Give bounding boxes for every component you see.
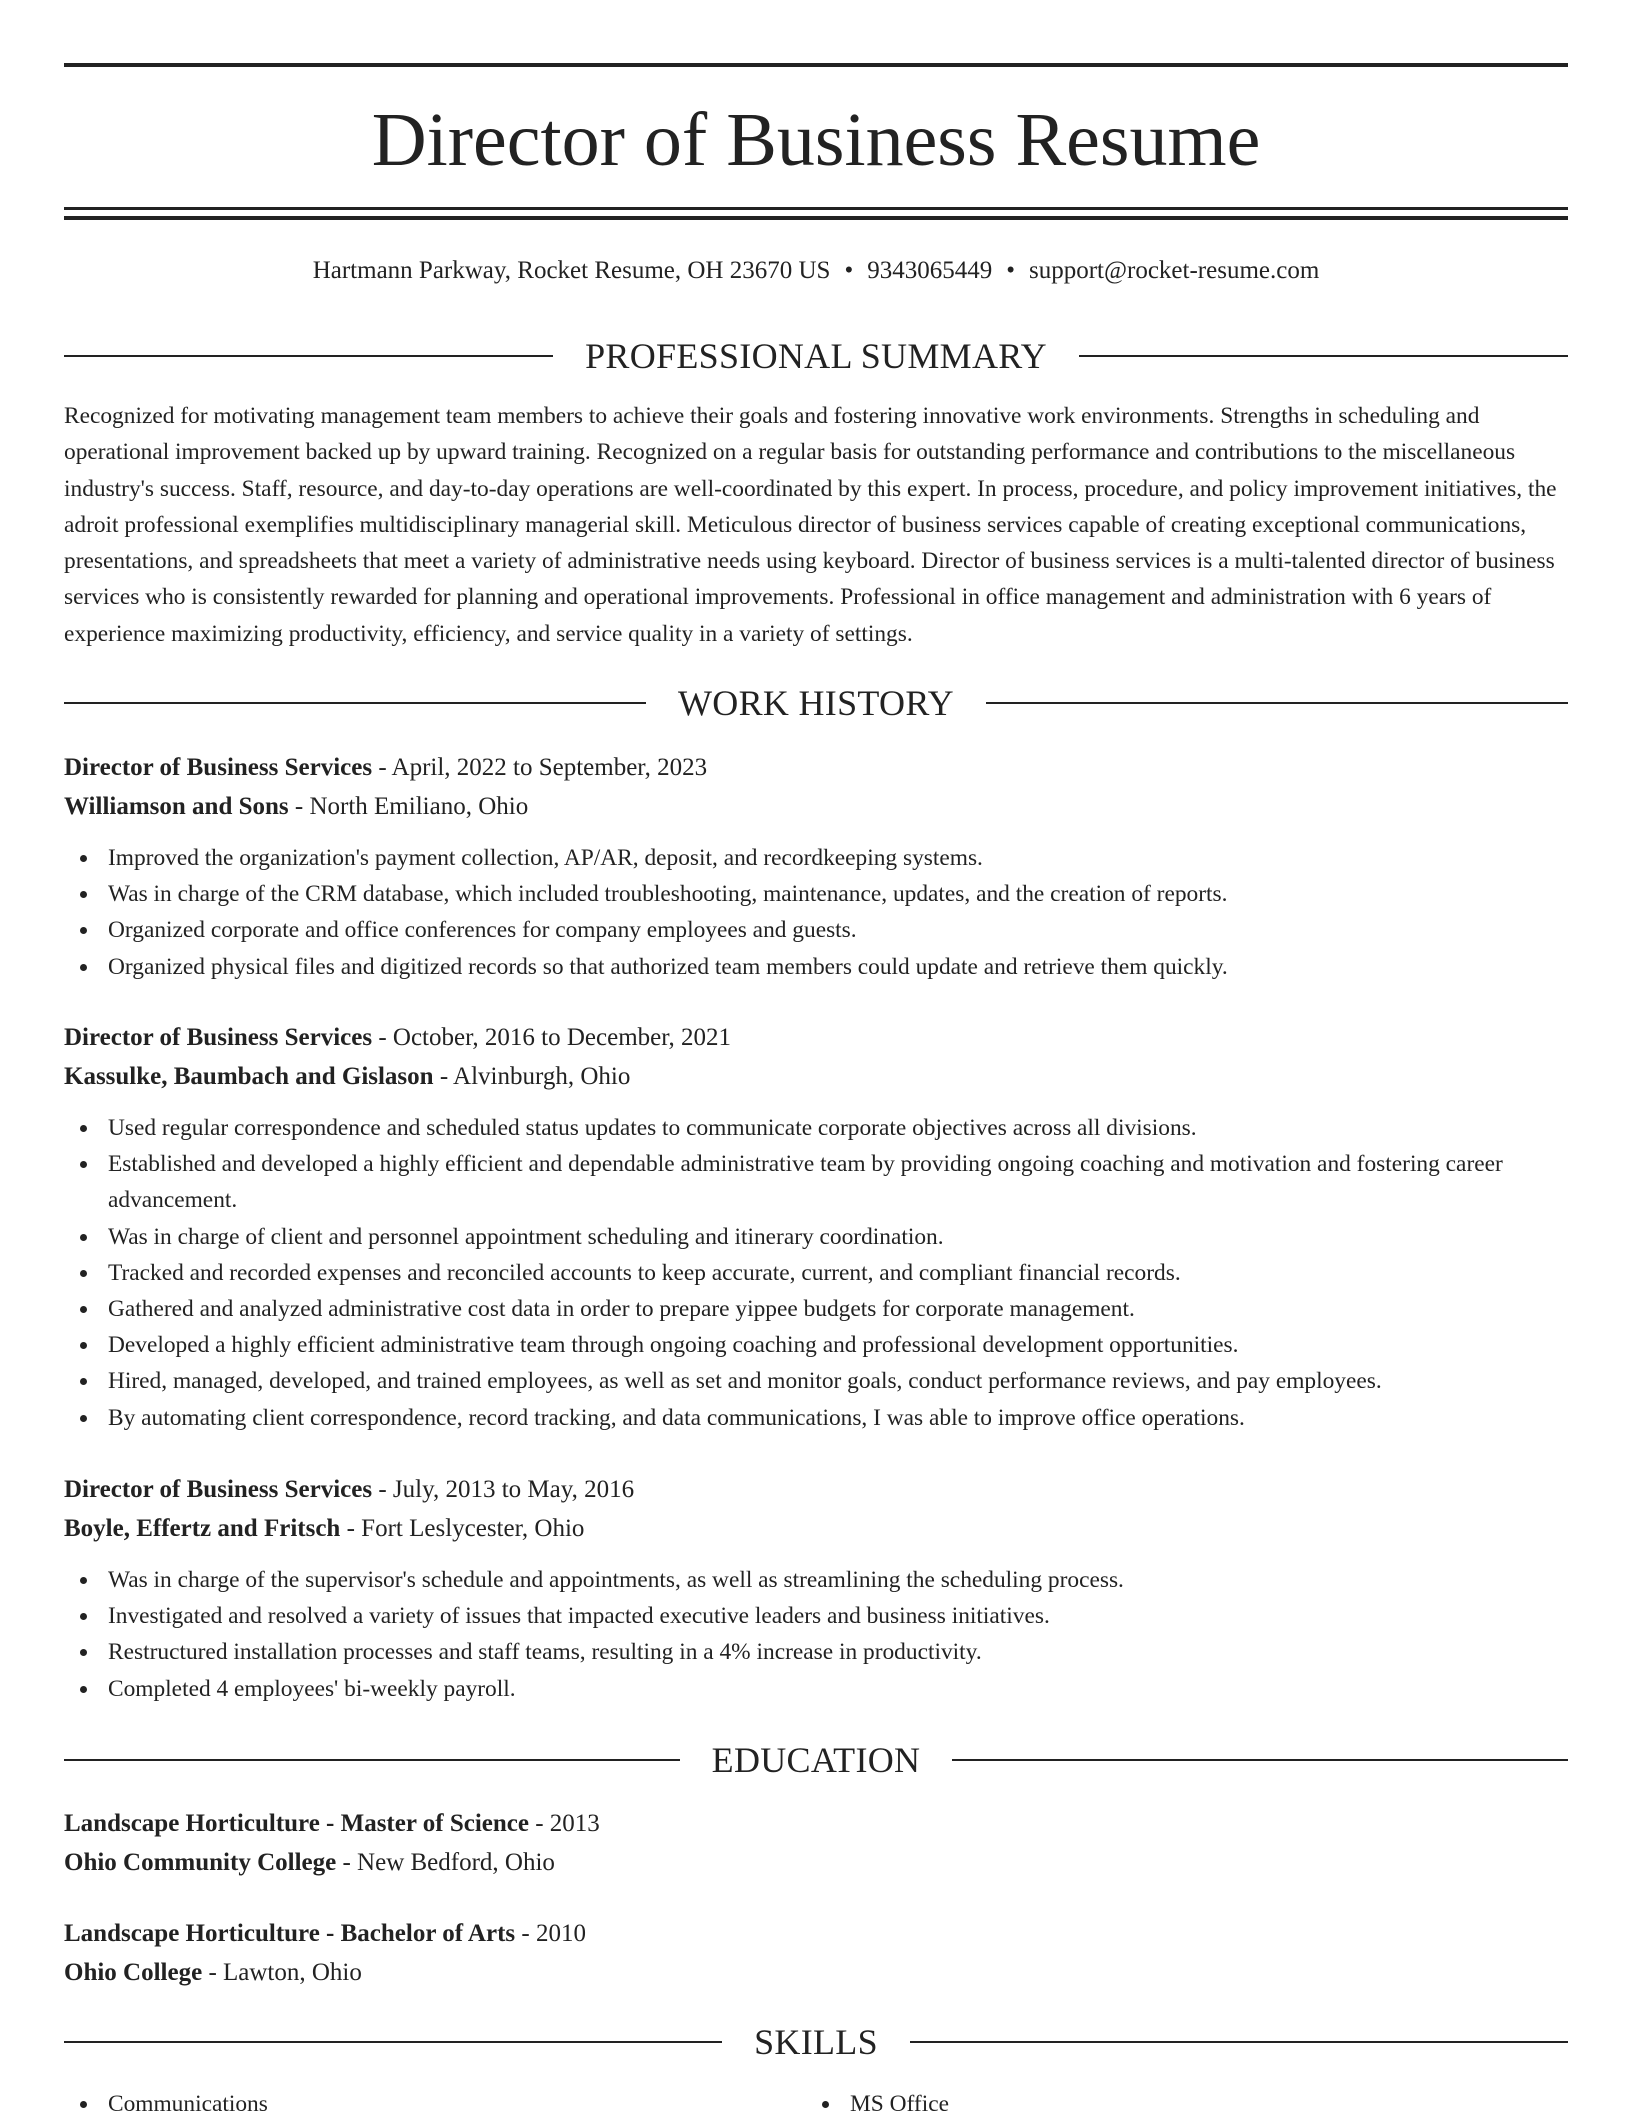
job-company: Kassulke, Baumbach and Gislason bbox=[64, 1063, 434, 1090]
job-location: - Fort Leslycester, Ohio bbox=[340, 1515, 585, 1542]
job-location: - North Emiliano, Ohio bbox=[288, 793, 529, 820]
job-company-line bbox=[64, 787, 1568, 826]
list-item: Tracked and recorded expenses and reconciled accounts to keep accurate, current, and compliant financial records. bbox=[64, 1255, 1568, 1291]
job-title-line bbox=[64, 748, 1568, 787]
list-item: MS Office bbox=[806, 2086, 1548, 2112]
heading-rule bbox=[64, 355, 553, 357]
section-title: EDUCATION bbox=[711, 1740, 921, 1780]
education-year: - 2013 bbox=[528, 1810, 600, 1837]
contact-phone: 9343065449 bbox=[867, 257, 993, 284]
section-heading-education bbox=[64, 1740, 1568, 1780]
job-entry bbox=[64, 1018, 1568, 1436]
job-title: Director of Business Services bbox=[64, 754, 373, 781]
heading-rule bbox=[1079, 355, 1568, 357]
skills-list bbox=[64, 2086, 1568, 2112]
list-item: Organized physical files and digitized records so that authorized team members could update and retrieve them quickly. bbox=[64, 949, 1568, 985]
job-title-line bbox=[64, 1018, 1568, 1057]
list-item: By automating client correspondence, record tracking, and data communications, I was able to improve office operations. bbox=[64, 1400, 1568, 1436]
job-company: Williamson and Sons bbox=[64, 793, 289, 820]
heading-rule bbox=[64, 702, 646, 704]
top-rule bbox=[64, 63, 1568, 67]
list-item: Completed 4 employees' bi-weekly payroll. bbox=[64, 1671, 1568, 1707]
list-item: Restructured installation processes and staff teams, resulting in a 4% increase in productivity. bbox=[64, 1634, 1568, 1670]
education-degree: Landscape Horticulture - Master of Science bbox=[64, 1810, 529, 1837]
education-school-line bbox=[64, 1953, 1568, 1992]
job-bullets bbox=[64, 840, 1568, 985]
list-item: Was in charge of the supervisor's schedule and appointments, as well as streamlining the scheduling process. bbox=[64, 1562, 1568, 1598]
list-item: Was in charge of the CRM database, which included troubleshooting, maintenance, updates, and the creation of reports. bbox=[64, 876, 1568, 912]
education-school: Ohio Community College bbox=[64, 1849, 337, 1876]
job-company: Boyle, Effertz and Fritsch bbox=[64, 1515, 341, 1542]
list-item: Developed a highly efficient administrative team through ongoing coaching and professional development opportunities. bbox=[64, 1327, 1568, 1363]
job-dates: - July, 2013 to May, 2016 bbox=[372, 1476, 635, 1503]
list-item: Improved the organization's payment collection, AP/AR, deposit, and recordkeeping systems. bbox=[64, 840, 1568, 876]
contact-separator: • bbox=[1006, 257, 1015, 284]
list-item: Established and developed a highly efficient and dependable administrative team by providing ongoing coaching and motivation and fostering career advancement. bbox=[64, 1146, 1568, 1218]
education-entry bbox=[64, 1804, 1568, 1882]
job-dates: - April, 2022 to September, 2023 bbox=[372, 754, 708, 781]
job-company-line bbox=[64, 1509, 1568, 1548]
education-degree-line bbox=[64, 1914, 1568, 1953]
section-heading-skills bbox=[64, 2022, 1568, 2062]
education-school: Ohio College bbox=[64, 1959, 203, 1986]
section-title: PROFESSIONAL SUMMARY bbox=[585, 336, 1047, 376]
heading-rule bbox=[64, 2041, 722, 2043]
job-title-line bbox=[64, 1470, 1568, 1509]
list-item: Communications bbox=[64, 2086, 806, 2112]
job-title: Director of Business Services bbox=[64, 1024, 373, 1051]
contact-separator: • bbox=[844, 257, 854, 284]
education-location: - Lawton, Ohio bbox=[202, 1959, 362, 1986]
contact-address: Hartmann Parkway, Rocket Resume, OH 23670 US bbox=[312, 257, 831, 284]
education-degree: Landscape Horticulture - Bachelor of Arts bbox=[64, 1920, 516, 1947]
contact-email: support@rocket-resume.com bbox=[1028, 257, 1320, 284]
job-entry bbox=[64, 748, 1568, 985]
skills-column-left bbox=[64, 2086, 806, 2112]
job-bullets bbox=[64, 1110, 1568, 1436]
section-heading-summary bbox=[64, 336, 1568, 376]
skills-column-right bbox=[806, 2086, 1548, 2112]
section-title: SKILLS bbox=[754, 2022, 878, 2062]
education-location: - New Bedford, Ohio bbox=[336, 1849, 555, 1876]
section-title: WORK HISTORY bbox=[678, 683, 954, 723]
contact-line bbox=[64, 254, 1568, 288]
heading-rule bbox=[910, 2041, 1568, 2043]
list-item: Investigated and resolved a variety of issues that impacted executive leaders and business initiatives. bbox=[64, 1598, 1568, 1634]
education-entry bbox=[64, 1914, 1568, 1992]
heading-rule bbox=[64, 1759, 680, 1761]
education-year: - 2010 bbox=[515, 1920, 586, 1947]
list-item: Gathered and analyzed administrative cost data in order to prepare yippee budgets for corporate management. bbox=[64, 1291, 1568, 1327]
education-school-line bbox=[64, 1843, 1568, 1882]
list-item: Used regular correspondence and scheduled status updates to communicate corporate objectives across all divisions. bbox=[64, 1110, 1568, 1146]
job-title: Director of Business Services bbox=[64, 1476, 373, 1503]
page-title: Director of Business Resume bbox=[371, 98, 1261, 182]
title-double-rule bbox=[64, 207, 1568, 220]
job-dates: - October, 2016 to December, 2021 bbox=[372, 1024, 732, 1051]
job-entry bbox=[64, 1470, 1568, 1707]
job-bullets bbox=[64, 1562, 1568, 1707]
heading-rule bbox=[952, 1759, 1568, 1761]
list-item: Was in charge of client and personnel appointment scheduling and itinerary coordination. bbox=[64, 1219, 1568, 1255]
summary-text: Recognized for motivating management team members to achieve their goals and fostering innovative work environments. Strengths in scheduling and operational improvement backed up by upward training. Recognized on a regular basis for outstanding performance and contributions to the miscellaneous industry's success. Staff, resource, and day-to-day operations are well-coordinated by this expert. In process, procedure, and policy improvement initiatives, the adroit professional exemplifies multidisciplinary managerial skill. Meticulous director of business services capable of creating exceptional communications, presentations, and spreadsheets that meet a variety of administrative needs using keyboard. Director of business services is a multi-talented director of business services who is consistently rewarded for planning and operational improvements. Professional in office management and administration with 6 years of experience maximizing productivity, efficiency, and service quality in a variety of settings. bbox=[64, 403, 1557, 647]
job-location: - Alvinburgh, Ohio bbox=[433, 1063, 631, 1090]
education-degree-line bbox=[64, 1804, 1568, 1843]
list-item: Hired, managed, developed, and trained employees, as well as set and monitor goals, conduct performance reviews, and pay employees. bbox=[64, 1363, 1568, 1399]
list-item: Organized corporate and office conferences for company employees and guests. bbox=[64, 912, 1568, 948]
section-heading-work-history bbox=[64, 683, 1568, 723]
job-company-line bbox=[64, 1057, 1568, 1096]
heading-rule bbox=[986, 702, 1568, 704]
